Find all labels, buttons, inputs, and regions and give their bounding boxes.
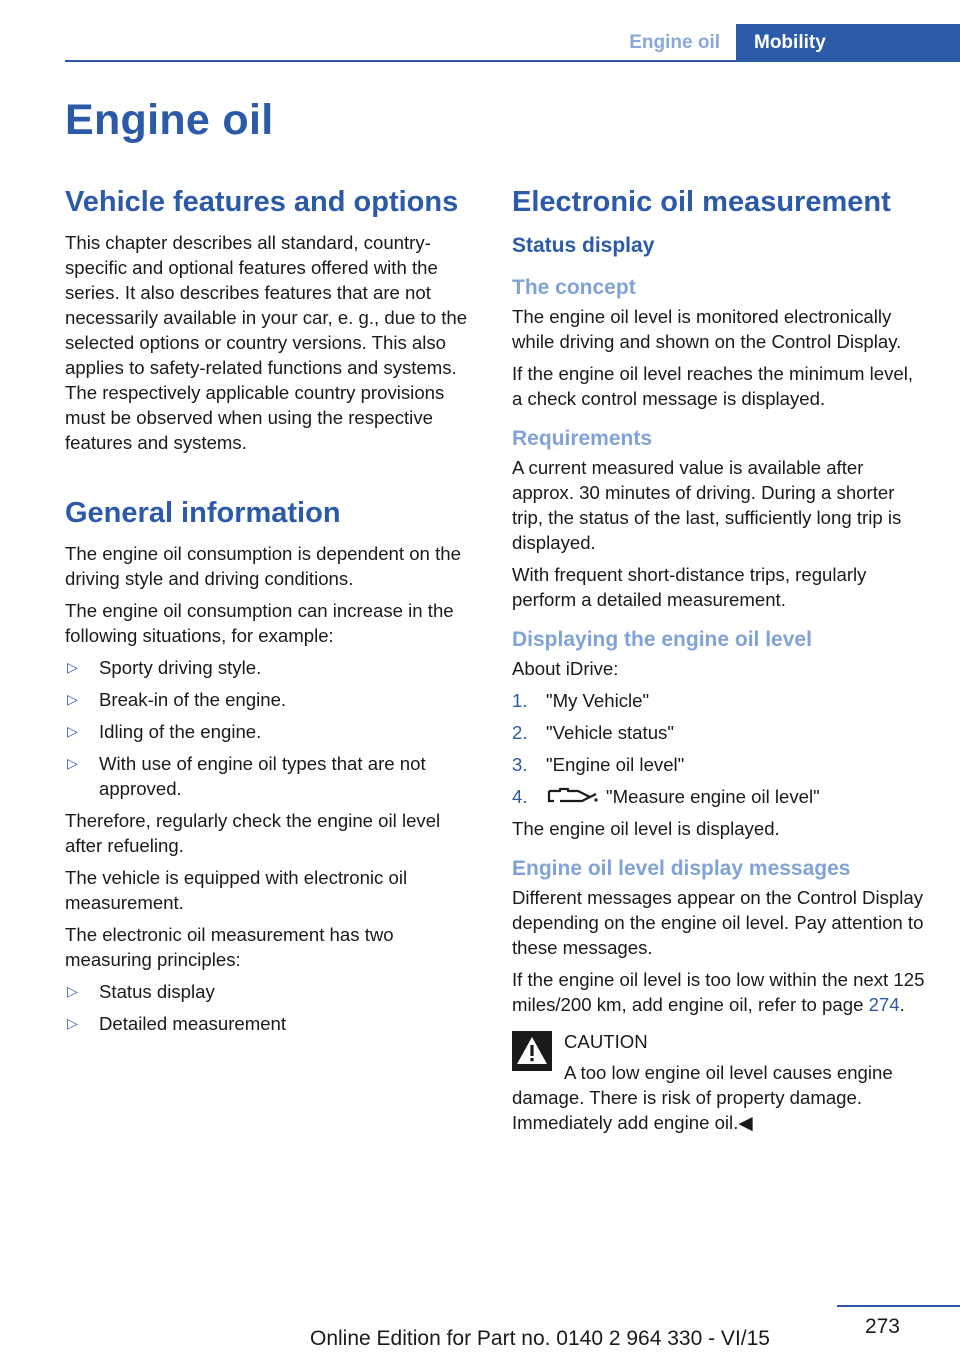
paragraph-idrive: About iDrive: xyxy=(512,658,619,679)
paragraph-principles: The electronic oil measurement has two measuring principles: xyxy=(65,924,394,970)
heading-general-information: General information xyxy=(65,497,341,529)
heading-requirements: Requirements xyxy=(512,427,653,450)
oil-can-icon xyxy=(546,785,598,807)
edition-footer: Online Edition for Part no. 0140 2 964 330 - VI/15 xyxy=(310,1327,770,1350)
caution-body: A too low engine oil level causes engine damage. There is risk of property damage. Immediately add engine oil.◀ xyxy=(512,1062,893,1133)
header-section-tab[interactable]: Engine oil xyxy=(629,32,720,53)
principles-list xyxy=(65,979,477,1036)
list-item: 2. "Vehicle status" xyxy=(512,722,674,743)
list-item: ▷ Break-in of the engine. xyxy=(67,689,287,710)
heading-display-messages: Engine oil level display messages xyxy=(512,857,851,880)
list-item: ▷ With use of engine oil types that are not approved. xyxy=(67,753,426,799)
list-item: ▷ Status display xyxy=(67,981,215,1002)
left-column xyxy=(65,182,477,1043)
list-item: ▷ Idling of the engine. xyxy=(67,721,262,742)
heading-status-display: Status display xyxy=(512,234,655,257)
list-item: 3. "Engine oil level" xyxy=(512,754,685,775)
paragraph-check: Therefore, regularly check the engine oil level after refueling. xyxy=(65,810,441,856)
page-reference-link[interactable]: 274 xyxy=(868,994,900,1015)
triangle-bullet-icon: ▷ xyxy=(67,723,78,739)
triangle-bullet-icon: ▷ xyxy=(67,1015,78,1031)
triangle-bullet-icon: ▷ xyxy=(67,691,78,707)
paragraph-equipped: The vehicle is equipped with electronic oil measurement. xyxy=(65,867,408,913)
caution-title: CAUTION xyxy=(564,1031,648,1052)
situations-list xyxy=(65,655,477,801)
heading-vehicle-features: Vehicle features and options xyxy=(65,186,459,218)
paragraph-concept-2: If the engine oil level reaches the minimum level, a check control message is displayed. xyxy=(512,363,914,409)
list-item: 1. "My Vehicle" xyxy=(512,690,650,711)
paragraph-features: This chapter describes all standard, country-specific and optional features offered with the series. It also describes features that are not necessarily available in your car, e. g., due to the selected options or country versions. This also applies to safety-related functions and systems. The respectively applicable country provisions must be observed when using the respective features and systems. xyxy=(65,232,468,453)
paragraph-displayed: The engine oil level is displayed. xyxy=(512,818,780,839)
list-item: ▷ Sporty driving style. xyxy=(67,657,262,678)
warning-triangle-icon xyxy=(512,1031,552,1071)
header-rule xyxy=(65,60,960,62)
heading-the-concept: The concept xyxy=(512,276,636,299)
caution-box xyxy=(512,1029,926,1135)
heading-displaying-oil-level: Displaying the engine oil level xyxy=(512,628,812,651)
page-title: Engine oil xyxy=(65,96,274,144)
paragraph-consumption: The engine oil consumption is dependent on the driving style and driving conditions. xyxy=(65,543,461,589)
menu-item-engine-oil-level: "Engine oil level" xyxy=(546,754,685,775)
menu-item-my-vehicle: "My Vehicle" xyxy=(546,690,650,711)
page-number: 273 xyxy=(864,1315,900,1338)
paragraph-requirements-2: With frequent short-distance trips, regularly perform a detailed measurement. xyxy=(512,564,867,610)
header-chapter-tab[interactable]: Mobility xyxy=(736,24,960,62)
footer-rule xyxy=(837,1305,960,1307)
paragraph-too-low: If the engine oil level is too low within the next 125 miles/200 km, add engine oil, refer to page 274. xyxy=(512,969,925,1015)
list-item: 4. "Measure engine oil level" xyxy=(512,786,820,807)
list-item: ▷ Detailed measurement xyxy=(67,1013,287,1034)
menu-item-measure-oil-level: "Measure engine oil level" xyxy=(606,786,820,807)
idrive-steps-list xyxy=(512,688,926,809)
triangle-bullet-icon: ▷ xyxy=(67,983,78,999)
running-header xyxy=(65,24,960,62)
paragraph-messages: Different messages appear on the Control Display depending on the engine oil level. Pay attention to these messages. xyxy=(512,887,924,958)
heading-electronic-oil-measurement: Electronic oil measurement xyxy=(512,186,891,218)
triangle-bullet-icon: ▷ xyxy=(67,755,78,771)
menu-item-vehicle-status: "Vehicle status" xyxy=(546,722,674,743)
right-column xyxy=(512,182,926,1135)
paragraph-concept-1: The engine oil level is monitored electronically while driving and shown on the Control Display. xyxy=(512,306,902,352)
paragraph-increase: The engine oil consumption can increase in the following situations, for example: xyxy=(65,600,454,646)
triangle-bullet-icon: ▷ xyxy=(67,659,78,675)
paragraph-requirements-1: A current measured value is available after approx. 30 minutes of driving. During a shorter trip, the status of the last, sufficiently long trip is displayed. xyxy=(512,457,902,553)
